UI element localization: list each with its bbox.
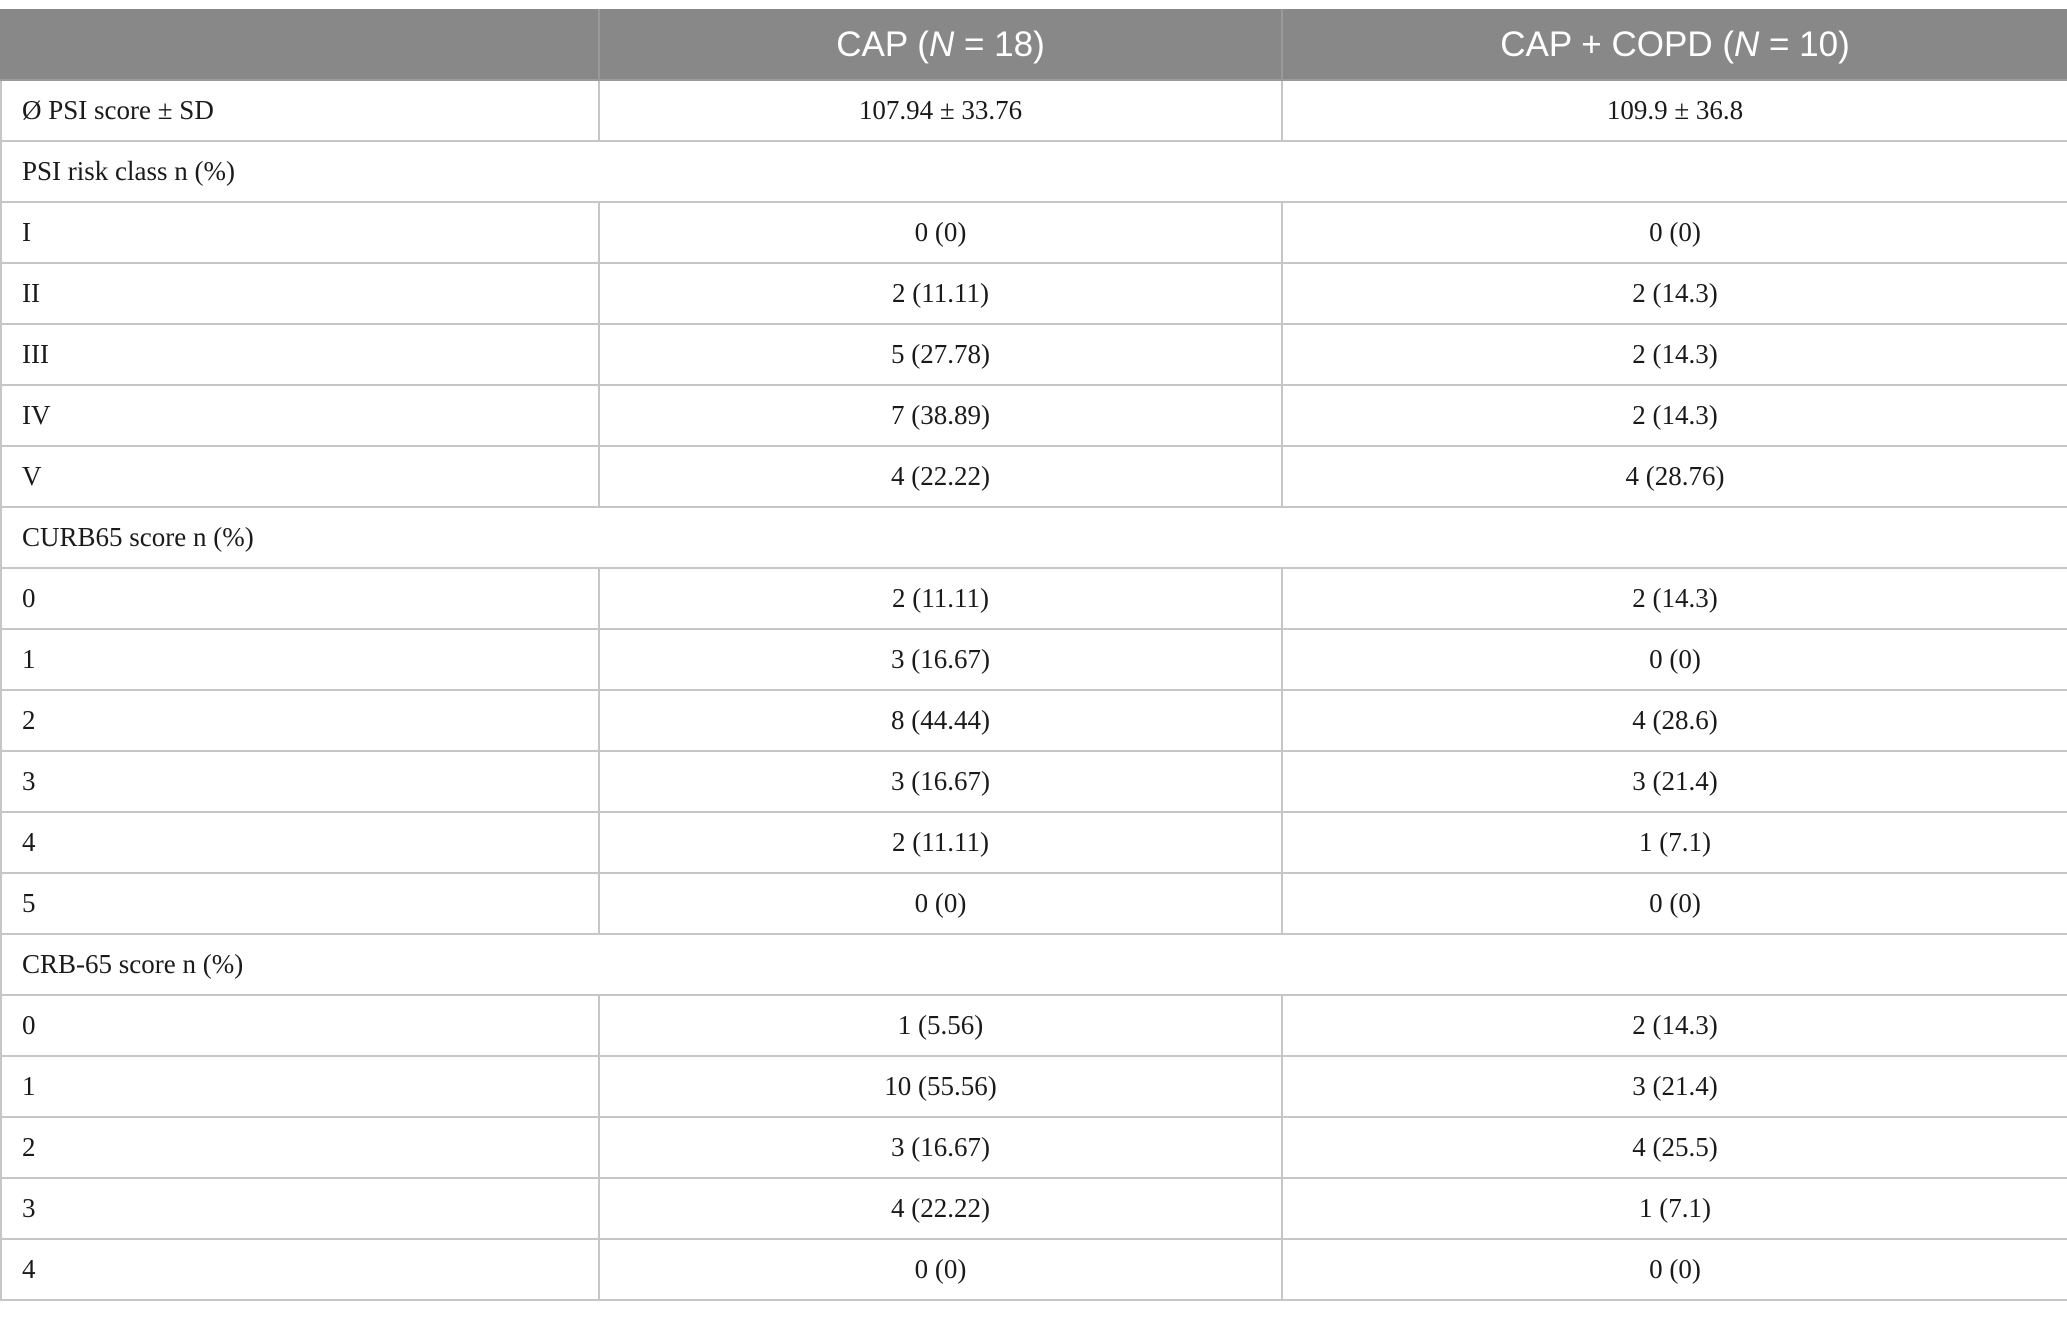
cap-value: 2 (11.11) <box>599 568 1282 629</box>
cap-value: 3 (16.67) <box>599 1117 1282 1178</box>
table-row <box>1 385 2067 446</box>
cap-copd-value: 1 (7.1) <box>1282 1178 2067 1239</box>
table-row <box>1 263 2067 324</box>
table-row <box>1 202 2067 263</box>
cap-value: 107.94 ± 33.76 <box>599 80 1282 141</box>
cap-copd-value: 2 (14.3) <box>1282 263 2067 324</box>
section-label: PSI risk class n (%) <box>1 141 2067 202</box>
table-row <box>1 751 2067 812</box>
cap-value: 4 (22.22) <box>599 446 1282 507</box>
cap-copd-value: 2 (14.3) <box>1282 385 2067 446</box>
row-label: 1 <box>1 629 599 690</box>
cap-value: 0 (0) <box>599 1239 1282 1300</box>
header-cap <box>599 10 1282 80</box>
cap-value: 2 (11.11) <box>599 812 1282 873</box>
cap-copd-value: 4 (25.5) <box>1282 1117 2067 1178</box>
row-label: 1 <box>1 1056 599 1117</box>
cap-value: 1 (5.56) <box>599 995 1282 1056</box>
section-row <box>1 507 2067 568</box>
section-label: CURB65 score n (%) <box>1 507 2067 568</box>
header-cap-copd-n: N <box>1733 25 1760 64</box>
cap-value: 0 (0) <box>599 873 1282 934</box>
cap-value: 7 (38.89) <box>599 385 1282 446</box>
table-row <box>1 568 2067 629</box>
cap-copd-value: 4 (28.76) <box>1282 446 2067 507</box>
row-label: 2 <box>1 1117 599 1178</box>
table-row <box>1 80 2067 141</box>
cap-value: 4 (22.22) <box>599 1178 1282 1239</box>
table-row <box>1 995 2067 1056</box>
table-body <box>1 80 2067 1300</box>
row-label: I <box>1 202 599 263</box>
row-label: Ø PSI score ± SD <box>1 80 599 141</box>
cap-value: 0 (0) <box>599 202 1282 263</box>
score-comparison-table <box>0 9 2067 1301</box>
table-row <box>1 446 2067 507</box>
header-cap-prefix: CAP ( <box>836 25 929 64</box>
row-label: 5 <box>1 873 599 934</box>
row-label: 0 <box>1 568 599 629</box>
cap-copd-value: 0 (0) <box>1282 629 2067 690</box>
cap-copd-value: 0 (0) <box>1282 1239 2067 1300</box>
cap-value: 8 (44.44) <box>599 690 1282 751</box>
row-label: V <box>1 446 599 507</box>
cap-copd-value: 2 (14.3) <box>1282 324 2067 385</box>
table-row <box>1 1239 2067 1300</box>
table-row <box>1 324 2067 385</box>
header-cap-suffix: = 18) <box>954 25 1045 64</box>
cap-copd-value: 3 (21.4) <box>1282 751 2067 812</box>
cap-value: 3 (16.67) <box>599 751 1282 812</box>
table-header <box>1 10 2067 80</box>
cap-copd-value: 4 (28.6) <box>1282 690 2067 751</box>
table-row <box>1 873 2067 934</box>
row-label: II <box>1 263 599 324</box>
cap-copd-value: 1 (7.1) <box>1282 812 2067 873</box>
section-row <box>1 934 2067 995</box>
cap-copd-value: 109.9 ± 36.8 <box>1282 80 2067 141</box>
table-row <box>1 690 2067 751</box>
row-label: IV <box>1 385 599 446</box>
table-row <box>1 812 2067 873</box>
cap-copd-value: 0 (0) <box>1282 202 2067 263</box>
table-row <box>1 629 2067 690</box>
section-row <box>1 141 2067 202</box>
cap-value: 5 (27.78) <box>599 324 1282 385</box>
row-label: 3 <box>1 1178 599 1239</box>
header-cap-copd <box>1282 10 2067 80</box>
row-label: 2 <box>1 690 599 751</box>
header-cap-copd-prefix: CAP + COPD ( <box>1500 25 1734 64</box>
table-row <box>1 1056 2067 1117</box>
cap-copd-value: 2 (14.3) <box>1282 568 2067 629</box>
header-row <box>1 10 2067 80</box>
header-empty-cell <box>1 10 599 80</box>
table-row <box>1 1178 2067 1239</box>
cap-value: 2 (11.11) <box>599 263 1282 324</box>
cap-copd-value: 2 (14.3) <box>1282 995 2067 1056</box>
row-label: 0 <box>1 995 599 1056</box>
cap-value: 3 (16.67) <box>599 629 1282 690</box>
header-cap-n: N <box>928 25 955 64</box>
row-label: 3 <box>1 751 599 812</box>
section-label: CRB-65 score n (%) <box>1 934 2067 995</box>
table-row <box>1 1117 2067 1178</box>
row-label: 4 <box>1 812 599 873</box>
header-cap-copd-suffix: = 10) <box>1759 25 1850 64</box>
row-label: III <box>1 324 599 385</box>
cap-copd-value: 0 (0) <box>1282 873 2067 934</box>
cap-copd-value: 3 (21.4) <box>1282 1056 2067 1117</box>
row-label: 4 <box>1 1239 599 1300</box>
cap-value: 10 (55.56) <box>599 1056 1282 1117</box>
